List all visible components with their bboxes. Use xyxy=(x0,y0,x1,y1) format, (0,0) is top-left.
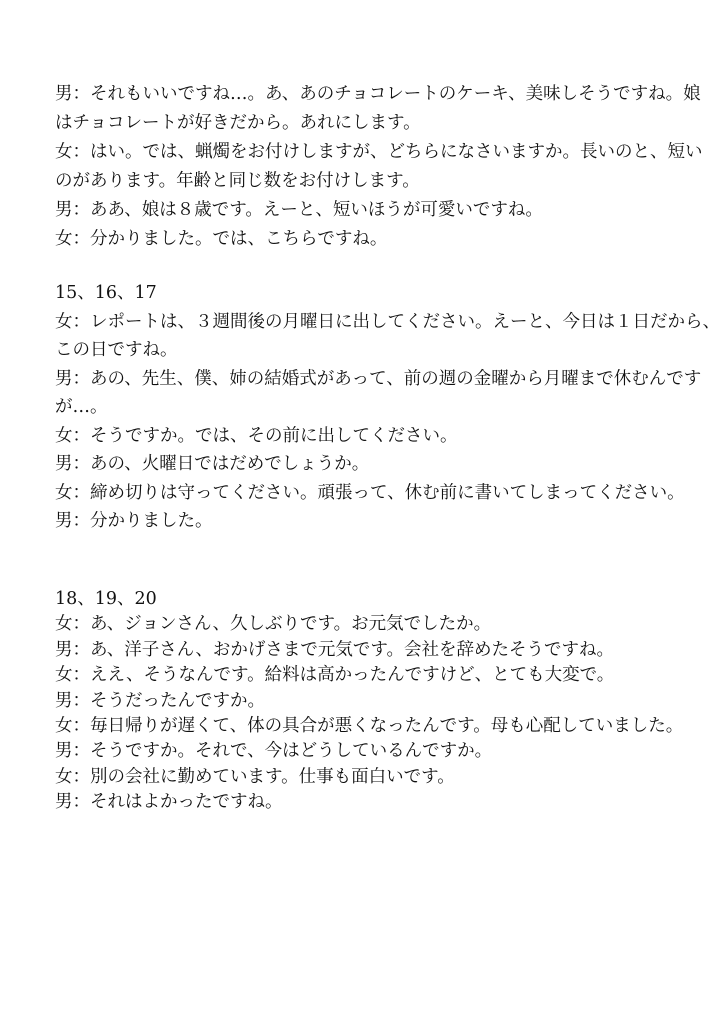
text-line: 女：別の会社に勤めています。仕事も面白いです。 xyxy=(55,766,455,787)
text-line: 男：分かりました。 xyxy=(55,511,213,531)
text-line: 男：それはよかったですね。 xyxy=(55,792,283,813)
dialogue-section-2 xyxy=(55,279,720,536)
text-line: が…。 xyxy=(55,397,108,417)
text-line: 女：レポートは、３週間後の月曜日に出してください。えーと、今日は１日だから、 xyxy=(55,311,720,332)
text-line: 男：あ、洋子さん、おかげさまで元気です。会社を辞めたそうですね。 xyxy=(55,639,614,660)
text-line: 男：あの、先生、僕、姉の結婚式があって、前の週の金曜から月曜まで休むんです xyxy=(55,368,702,389)
text-line: 女：あ、ジョンさん、久しぶりです。お元気でしたか。 xyxy=(55,614,492,635)
text-line: はチョコレートが好きだから。あれにします。 xyxy=(55,113,421,133)
text-line: 女：締め切りは守ってください。頑張って、休む前に書いてしまってください。 xyxy=(55,482,685,503)
text-line: 男：そうですか。それで、今はどうしているんですか。 xyxy=(55,741,493,762)
text-line: 男：あの、火曜日ではだめでしょうか。 xyxy=(55,454,370,474)
text-line: 女：ええ、そうなんです。給料は高かったんですけど、とても大変で。 xyxy=(55,665,615,686)
text-line: 15、16、17 xyxy=(55,283,157,303)
text-line: のがあります。年齢と同じ数をお付けします。 xyxy=(55,171,420,191)
text-line: 男：それもいいですね…。あ、あのチョコレートのケーキ、美味しそうですね。娘 xyxy=(55,84,701,104)
text-line: 女：そうですか。では、その前に出してください。 xyxy=(55,425,458,446)
text-line: 男：ああ、娘は８歳です。えーと、短いほうが可愛いですね。 xyxy=(55,200,543,220)
text-line: 女：毎日帰りが遅くて、体の具合が悪くなったんです。母も心配していました。 xyxy=(55,715,684,736)
text-line: 女：はい。では、蝋燭をお付けしますが、どちらになさいますか。長いのと、短い xyxy=(55,142,703,162)
text-line: 女：分かりました。では、こちらですね。 xyxy=(55,229,388,249)
text-line: 男：そうだったんですか。 xyxy=(55,690,265,711)
text-line: 18、19、20 xyxy=(55,589,157,609)
text-line: この日ですね。 xyxy=(55,340,178,360)
dialogue-section-3 xyxy=(55,587,683,816)
dialogue-section-1 xyxy=(55,80,703,254)
